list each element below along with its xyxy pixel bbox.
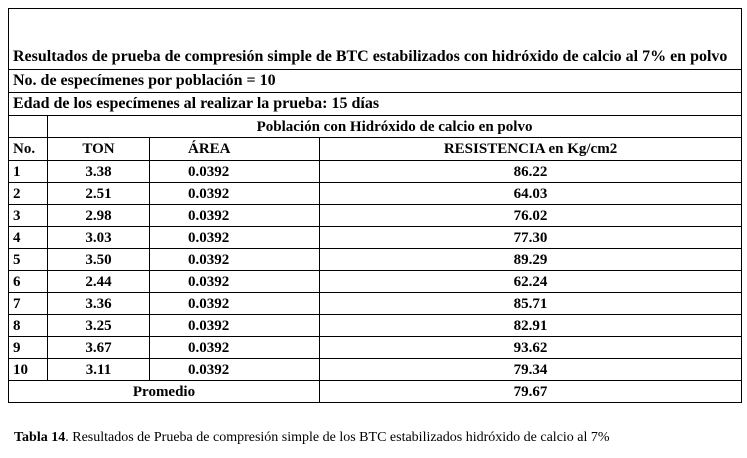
- table-row: [9, 271, 742, 293]
- cell-no: 9: [9, 337, 48, 359]
- cell-ton: 3.36: [48, 293, 150, 315]
- cell-ton: 3.67: [48, 337, 150, 359]
- cell-no: 6: [9, 271, 48, 293]
- cell-resistance: 77.30: [320, 227, 742, 249]
- table-caption: [14, 429, 610, 446]
- cell-no: 10: [9, 359, 48, 381]
- specimens-per-population: No. de especímenes por población = 10: [9, 70, 742, 93]
- cell-ton: 3.50: [48, 249, 150, 271]
- cell-no: 1: [9, 161, 48, 183]
- population-header: Población con Hidróxido de calcio en polvo: [48, 116, 742, 138]
- cell-ton: 3.25: [48, 315, 150, 337]
- table-title: Resultados de prueba de compresión simple de BTC estabilizados con hidróxido de calcio al 7% en polvo: [9, 9, 742, 70]
- cell-ton: 2.98: [48, 205, 150, 227]
- age-row: [9, 93, 742, 116]
- table-row: [9, 359, 742, 381]
- cell-resistance: 64.03: [320, 183, 742, 205]
- population-blank-cell: [9, 116, 48, 138]
- cell-ton: 2.44: [48, 271, 150, 293]
- cell-area: 0.0392: [150, 205, 320, 227]
- cell-resistance: 89.29: [320, 249, 742, 271]
- cell-ton: 3.11: [48, 359, 150, 381]
- cell-area: 0.0392: [150, 315, 320, 337]
- table-row: [9, 205, 742, 227]
- column-header-row: [9, 138, 742, 161]
- cell-ton: 3.03: [48, 227, 150, 249]
- table-row: [9, 227, 742, 249]
- specimen-age: Edad de los especímenes al realizar la prueba: 15 días: [9, 93, 742, 116]
- header-area: ÁREA: [150, 138, 320, 161]
- table-row: [9, 315, 742, 337]
- table-row: [9, 293, 742, 315]
- cell-area: 0.0392: [150, 183, 320, 205]
- average-row: [9, 381, 742, 403]
- cell-area: 0.0392: [150, 161, 320, 183]
- table-row: [9, 161, 742, 183]
- cell-area: 0.0392: [150, 227, 320, 249]
- population-row: [9, 116, 742, 138]
- cell-resistance: 86.22: [320, 161, 742, 183]
- cell-no: 7: [9, 293, 48, 315]
- cell-resistance: 93.62: [320, 337, 742, 359]
- cell-no: 4: [9, 227, 48, 249]
- results-table: [8, 8, 742, 403]
- cell-no: 5: [9, 249, 48, 271]
- cell-resistance: 76.02: [320, 205, 742, 227]
- table-row: [9, 183, 742, 205]
- header-ton: TON: [48, 138, 150, 161]
- cell-resistance: 62.24: [320, 271, 742, 293]
- cell-area: 0.0392: [150, 249, 320, 271]
- cell-resistance: 79.34: [320, 359, 742, 381]
- cell-area: 0.0392: [150, 293, 320, 315]
- average-label: Promedio: [9, 381, 320, 403]
- caption-text: . Resultados de Prueba de compresión simple de los BTC estabilizados hidróxido de calcio al 7%: [65, 430, 610, 445]
- cell-ton: 3.38: [48, 161, 150, 183]
- table-row: [9, 249, 742, 271]
- specimens-row: [9, 70, 742, 93]
- header-no: No.: [9, 138, 48, 161]
- header-resistance: RESISTENCIA en Kg/cm2: [320, 138, 742, 161]
- cell-no: 8: [9, 315, 48, 337]
- cell-area: 0.0392: [150, 359, 320, 381]
- average-value: 79.67: [320, 381, 742, 403]
- cell-resistance: 82.91: [320, 315, 742, 337]
- caption-label: Tabla 14: [14, 430, 66, 445]
- cell-no: 3: [9, 205, 48, 227]
- cell-no: 2: [9, 183, 48, 205]
- cell-resistance: 85.71: [320, 293, 742, 315]
- cell-area: 0.0392: [150, 271, 320, 293]
- cell-ton: 2.51: [48, 183, 150, 205]
- title-row: [9, 9, 742, 70]
- cell-area: 0.0392: [150, 337, 320, 359]
- table-row: [9, 337, 742, 359]
